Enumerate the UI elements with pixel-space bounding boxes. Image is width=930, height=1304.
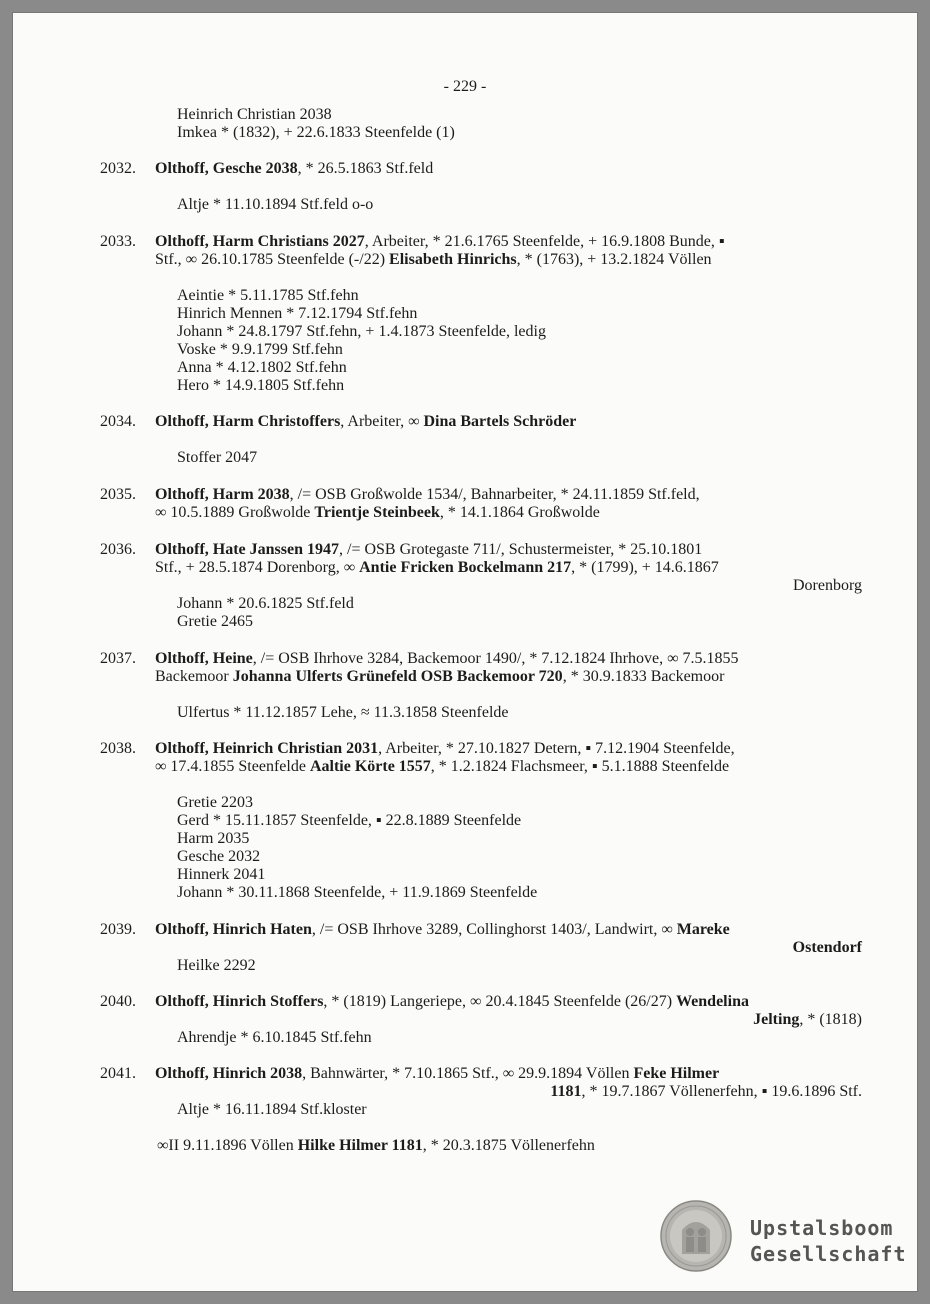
page-number: - 229 - <box>443 78 487 95</box>
marriage-line: Stf., ∞ 26.10.1785 Steenfelde (-/22) Elisabeth Hinrichs, * (1763), + 13.2.1824 Völlen <box>155 251 712 268</box>
spouse-name: Trientje Steinbeek <box>314 504 440 521</box>
entry-2035: Olthoff, Harm 2038, /= OSB Großwolde 1534/, Bahnarbeiter, * 24.11.1859 Stf.feld, <box>155 486 700 503</box>
place-continuation: Dorenborg <box>792 577 862 594</box>
child-line: Hinrich Mennen * 7.12.1794 Stf.fehn <box>177 305 418 322</box>
entry-number: 2038. <box>100 740 136 757</box>
marriage-line: Backemoor Johanna Ulferts Grünefeld OSB Backemoor 720, * 30.9.1833 Backemoor <box>155 668 725 685</box>
person-name: Olthoff, Harm Christians 2027 <box>155 233 365 250</box>
marriage-line: ∞ 17.4.1855 Steenfelde Aaltie Körte 1557, * 1.2.1824 Flachsmeer, ▪ 5.1.1888 Steenfelde <box>155 758 730 775</box>
person-name: Olthoff, Heine <box>155 650 253 667</box>
spouse-name: Mareke <box>676 921 730 938</box>
entry-2040: Olthoff, Hinrich Stoffers, * (1819) Langeriepe, ∞ 20.4.1845 Steenfelde (26/27) Wendelina <box>155 993 749 1010</box>
entry-number: 2034. <box>100 413 136 430</box>
child-line: Anna * 4.12.1802 Stf.fehn <box>177 359 347 376</box>
entry-2039: Olthoff, Hinrich Haten, /= OSB Ihrhove 3289, Collinghorst 1403/, Landwirt, ∞ Mareke <box>155 921 730 938</box>
spouse-name: Johanna Ulferts Grünefeld OSB Backemoor 720 <box>232 668 563 685</box>
child-line: Gerd * 15.11.1857 Steenfelde, ▪ 22.8.1889 Steenfelde <box>177 812 522 829</box>
child-line: Heinrich Christian 2038 <box>177 106 332 123</box>
child-line: Gretie 2465 <box>177 613 253 630</box>
child-line: Johann * 24.8.1797 Stf.fehn, + 1.4.1873 Steenfelde, ledig <box>177 323 546 340</box>
entry-number: 2036. <box>100 541 136 558</box>
entry-2041: Olthoff, Hinrich 2038, Bahnwärter, * 7.10.1865 Stf., ∞ 29.9.1894 Völlen Feke Hilmer <box>155 1065 720 1082</box>
child-line: Aeintie * 5.11.1785 Stf.fehn <box>177 287 359 304</box>
entry-number: 2040. <box>100 993 136 1010</box>
spouse-continuation: Ostendorf <box>792 939 862 956</box>
spouse-name: Dina Bartels Schröder <box>423 413 577 430</box>
entry-2034: Olthoff, Harm Christoffers, Arbeiter, ∞ Dina Bartels Schröder <box>155 413 577 430</box>
entry-number: 2037. <box>100 650 136 667</box>
child-line: Heilke 2292 <box>177 957 256 974</box>
child-line: Ulfertus * 11.12.1857 Lehe, ≈ 11.3.1858 Steenfelde <box>177 704 509 721</box>
person-name: Olthoff, Hinrich 2038 <box>155 1065 303 1082</box>
entry-2038: Olthoff, Heinrich Christian 2031, Arbeiter, * 27.10.1827 Detern, ▪ 7.12.1904 Steenfelde, <box>155 740 735 757</box>
child-line: Harm 2035 <box>177 830 250 847</box>
child-line: Gretie 2203 <box>177 794 253 811</box>
person-name: Olthoff, Heinrich Christian 2031 <box>155 740 379 757</box>
person-name: Olthoff, Hinrich Haten <box>155 921 312 938</box>
person-name: Olthoff, Harm Christoffers <box>155 413 341 430</box>
child-line: Altje * 16.11.1894 Stf.kloster <box>177 1101 367 1118</box>
spouse-continuation: 1181, * 19.7.1867 Völlenerfehn, ▪ 19.6.1896 Stf. <box>550 1083 862 1100</box>
child-line: Hinnerk 2041 <box>177 866 266 883</box>
child-line: Stoffer 2047 <box>177 449 258 466</box>
child-line: Hero * 14.9.1805 Stf.fehn <box>177 377 345 394</box>
spouse-name: Wendelina <box>676 993 749 1010</box>
entry-number: 2035. <box>100 486 136 503</box>
child-line: Altje * 11.10.1894 Stf.feld o-o <box>177 196 374 213</box>
document-page <box>12 12 918 1292</box>
entry-2033: Olthoff, Harm Christians 2027, Arbeiter, * 21.6.1765 Steenfelde, + 16.9.1808 Bunde, ▪ <box>155 233 725 250</box>
spouse-name: Hilke Hilmer 1181 <box>297 1137 423 1154</box>
child-line: Ahrendje * 6.10.1845 Stf.fehn <box>177 1029 372 1046</box>
child-line: Gesche 2032 <box>177 848 261 865</box>
entry-number: 2041. <box>100 1065 136 1082</box>
marriage-line: ∞ 10.5.1889 Großwolde Trientje Steinbeek, * 14.1.1864 Großwolde <box>155 504 600 521</box>
entry-number: 2032. <box>100 160 136 177</box>
spouse-name: Aaltie Körte 1557 <box>309 758 431 775</box>
entry-number: 2033. <box>100 233 136 250</box>
seal-logo-icon <box>660 1200 732 1272</box>
person-name: Olthoff, Hate Janssen 1947 <box>155 541 339 558</box>
entry-2036: Olthoff, Hate Janssen 1947, /= OSB Grotegaste 711/, Schustermeister, * 25.10.1801 <box>155 541 703 558</box>
entry-2032: Olthoff, Gesche 2038, * 26.5.1863 Stf.feld <box>155 160 434 177</box>
person-name: Olthoff, Harm 2038 <box>155 486 290 503</box>
logo-text-line1: Upstalsboom <box>750 1216 894 1240</box>
spouse-name: Feke Hilmer <box>633 1065 720 1082</box>
person-name: Olthoff, Hinrich Stoffers <box>155 993 324 1010</box>
spouse-name: Antie Fricken Bockelmann 217 <box>359 559 572 576</box>
entry-2037: Olthoff, Heine, /= OSB Ihrhove 3284, Backemoor 1490/, * 7.12.1824 Ihrhove, ∞ 7.5.1855 <box>155 650 739 667</box>
spouse-continuation: Jelting, * (1818) <box>753 1011 862 1028</box>
marriage-line: Stf., + 28.5.1874 Dorenborg, ∞ Antie Fricken Bockelmann 217, * (1799), + 14.6.1867 <box>155 559 719 576</box>
child-line: Johann * 20.6.1825 Stf.feld <box>177 595 354 612</box>
child-line: Imkea * (1832), + 22.6.1833 Steenfelde (1) <box>177 124 455 141</box>
child-line: Johann * 30.11.1868 Steenfelde, + 11.9.1869 Steenfelde <box>177 884 538 901</box>
second-marriage-line: ∞II 9.11.1896 Völlen Hilke Hilmer 1181, * 20.3.1875 Völlenerfehn <box>157 1137 595 1154</box>
child-line: Voske * 9.9.1799 Stf.fehn <box>177 341 343 358</box>
logo-text-line2: Gesellschaft <box>750 1242 907 1266</box>
person-name: Olthoff, Gesche 2038 <box>155 160 298 177</box>
spouse-name: Elisabeth Hinrichs <box>389 251 517 268</box>
entry-number: 2039. <box>100 921 136 938</box>
